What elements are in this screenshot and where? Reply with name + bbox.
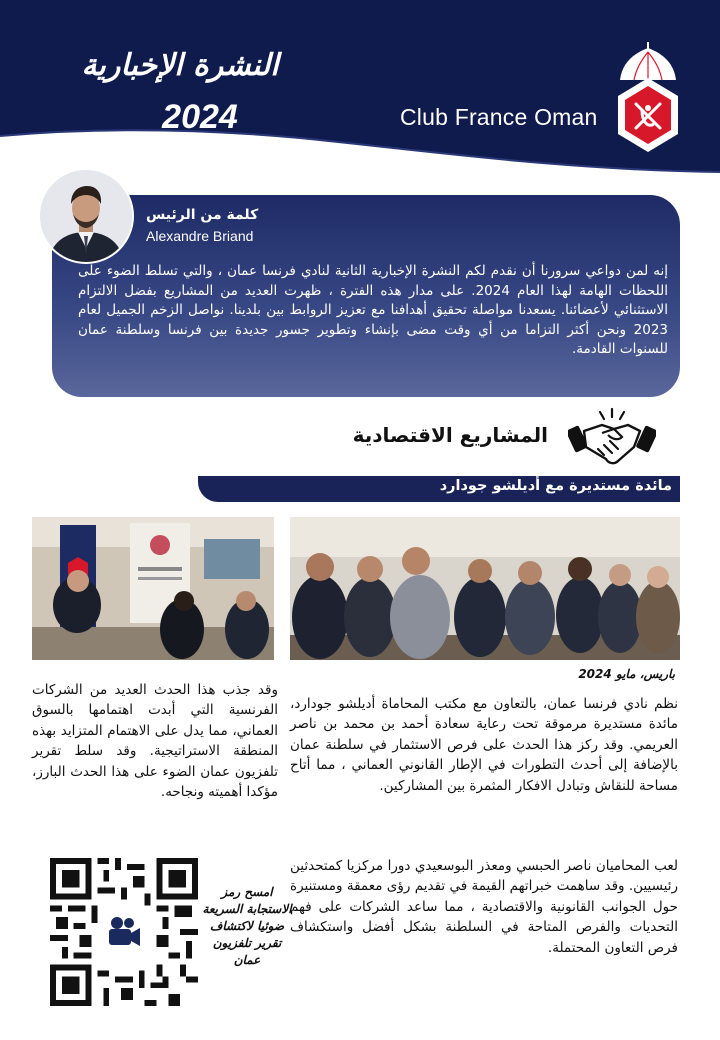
event-photo-audience [290, 517, 680, 660]
event-photo-panel-speaker [32, 517, 274, 660]
article-paragraph-3: وقد جذب هذا الحدث العديد من الشركات الفرنسية التي أبدت اهتمامها بالسوق العماني، مما يدل على الاهتمام المتزايد بهذه المنطقة الاستراتيجية. وقد سلط تقرير تلفزيون عمان الضوء على هذا الحدث البارز، مؤكدا أهميته ونجاحه. [32, 682, 278, 801]
photo-caption: باريس، مايو 2024 [578, 667, 675, 681]
article-paragraph-2: لعب المحاميان ناصر الحبسي ومعذر البوسعيدي دورا مركزيا كمتحدثين رئيسيين. وقد ساهمت خبراتهم القيمة في تقديم رؤى معمقة ومستنيرة حول الجوانب القانونية والاقتصادية ، مما ساعد الشركات على فهم التحديات والفرص المتاحة في السلطنة بشكل أفضل واستكشاف فرص التعاون المحتملة. [290, 858, 678, 956]
president-avatar [38, 168, 134, 264]
president-message: إنه لمن دواعي سرورنا أن نقدم لكم النشرة الإخبارية الثانية لنادي فرنسا عمان ، والتي تسلط الضوء على اللحظات الهامة لهذا العام 2024. على مدار هذه الفترة ، ظهرت العديد من المشاريع بفضل الالتزام الاستثنائي لأعضائنا. يسعدنا مواصلة تحقيق أهدافنا مع تعزيز الروابط بين بلدينا. نواصل الزخم الجميل لعام 2023 ونحن أكثر التزاما من أي وقت مضى بإنشاء وتطوير جسور جديدة بين فرنسا وسلطنة عمان للسنوات القادمة. [78, 263, 668, 357]
club-name: Club France Oman [400, 104, 598, 130]
subsection-title: مائدة مستديرة مع أديلشو جودارد [439, 478, 672, 494]
handshake-icon [568, 407, 656, 469]
article-paragraph-1: نظم نادي فرنسا عمان، بالتعاون مع مكتب المحاماة أديلشو جودارد، مائدة مستديرة مرموقة تحت رعاية سعادة أحمد بن محمد بن ناصر العريمي. وقد ركز هذا الحدث على فرص الاستثمار في سلطنة عمان بالإضافة إلى أحدث التطورات في الإطار القانوني العماني ، مما أتاح مساحة للنقاش وتبادل الافكار المثمرة بين المشاركين. [290, 696, 678, 794]
newsletter-year: 2024 [162, 98, 238, 136]
video-camera-icon [103, 911, 145, 953]
qr-code[interactable] [50, 858, 198, 1006]
qr-instruction: امسح رمز الاستجابة السريعة ضوئيا لاكتشاف تقرير تلفزيون عمان [202, 885, 292, 967]
president-name: Alexandre Briand [146, 228, 254, 244]
newsletter-title: النشرة الإخبارية [81, 48, 279, 83]
president-heading: كلمة من الرئيس [146, 207, 259, 223]
club-france-oman-logo-icon [612, 42, 684, 154]
section-title: المشاريع الاقتصادية [352, 423, 548, 447]
